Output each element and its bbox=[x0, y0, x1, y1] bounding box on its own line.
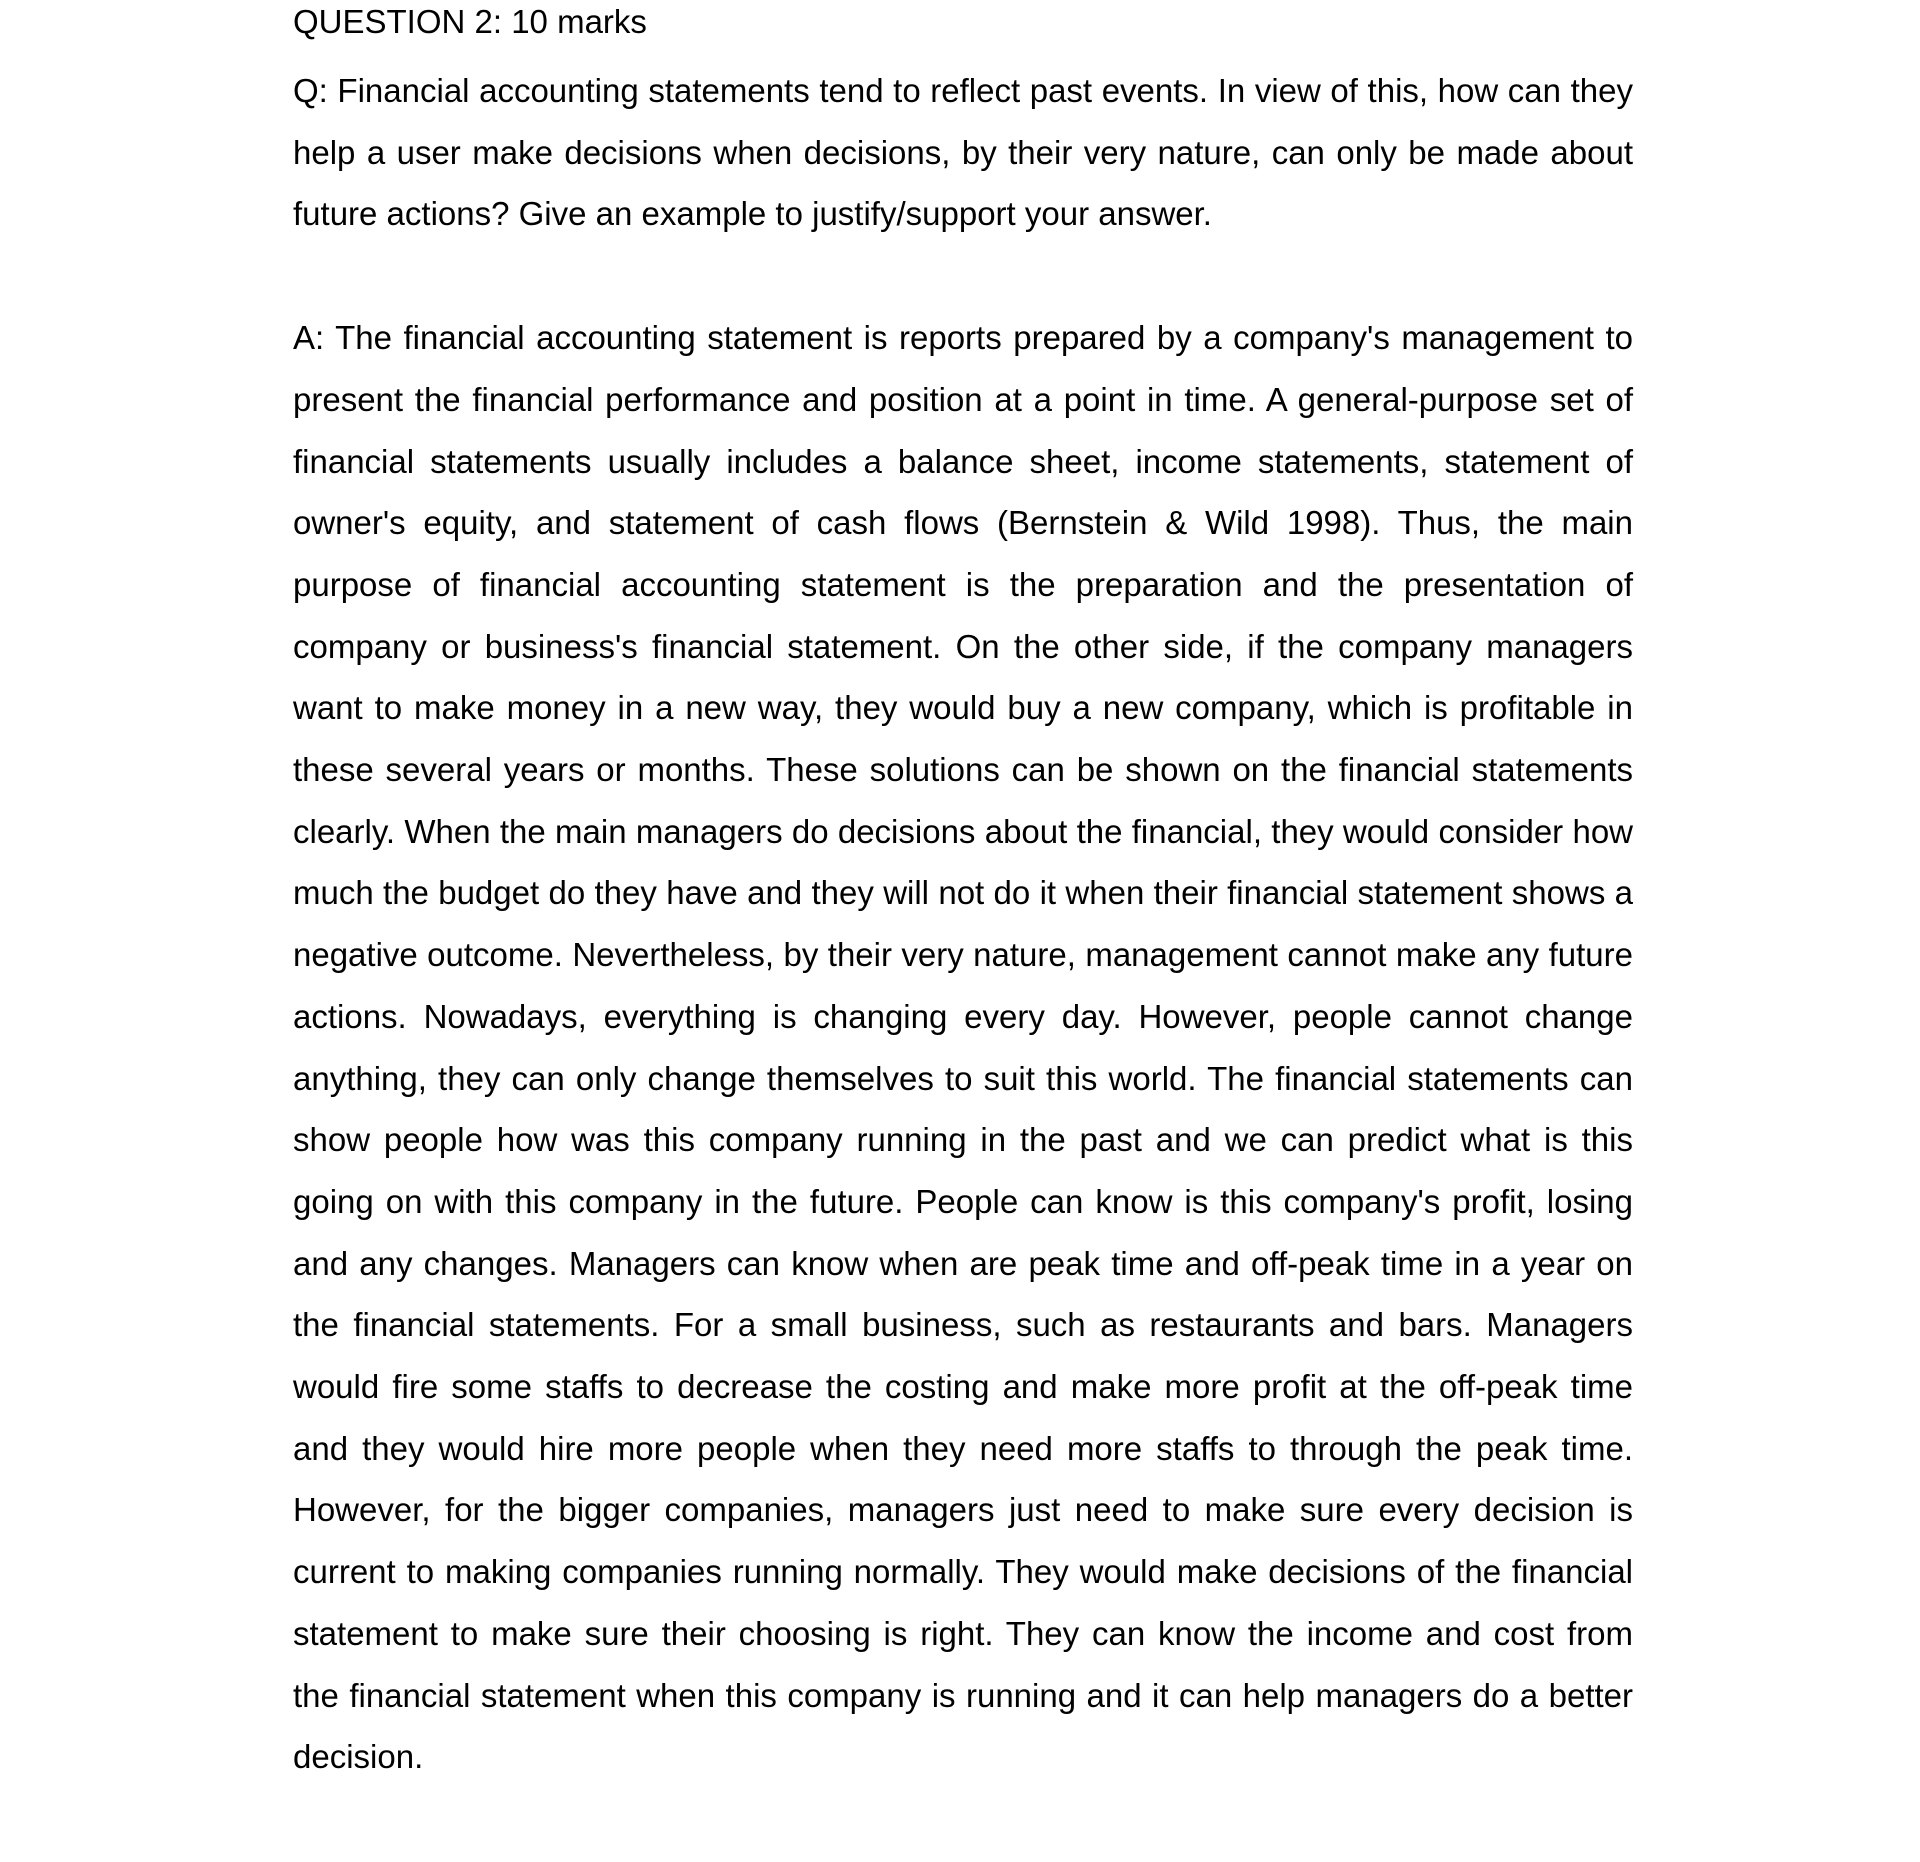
document-page bbox=[293, 0, 1633, 1788]
question-text: Q: Financial accounting statements tend to reflect past events. In view of this, how can they help a user make decisions when decisions, by their very nature, can only be made about future actions? Give an example to justify/support your answer. bbox=[293, 72, 1633, 233]
question-heading: QUESTION 2: 10 marks bbox=[293, 3, 647, 40]
answer-text: A: The financial accounting statement is reports prepared by a company's management to present the financial performance and position at a point in time. A general-purpose set of financial statements usually includes a balance sheet, income statements, statement of owner's equity, and statement of cash flows (Bernstein & Wild 1998). Thus, the main purpose of financial accounting statement is the preparation and the presentation of company or business's financial statement. On the other side, if the company managers want to make money in a new way, they would buy a new company, which is profitable in these several years or months. These solutions can be shown on the financial statements clearly. When the main managers do decisions about the financial, they would consider how much the budget do they have and they will not do it when their financial statement shows a negative outcome. Nevertheless, by their very nature, management cannot make any future actions. Nowadays, everything is changing every day. However, people cannot change anything, they can only change themselves to suit this world. The financial statements can show people how was this company running in the past and we can predict what is this going on with this company in the future. People can know is this company's profit, losing and any changes. Managers can know when are peak time and off-peak time in a year on the financial statements. For a small business, such as restaurants and bars. Managers would fire some staffs to decrease the costing and make more profit at the off-peak time and they would hire more people when they need more staffs to through the peak time. However, for the bigger companies, managers just need to make sure every decision is current to making companies running normally. They would make decisions of the financial statement to make sure their choosing is right. They can know the income and cost from the financial statement when this company is running and it can help managers do a better bbox=[293, 319, 1633, 1714]
answer-text-end: decision. bbox=[293, 1738, 424, 1776]
